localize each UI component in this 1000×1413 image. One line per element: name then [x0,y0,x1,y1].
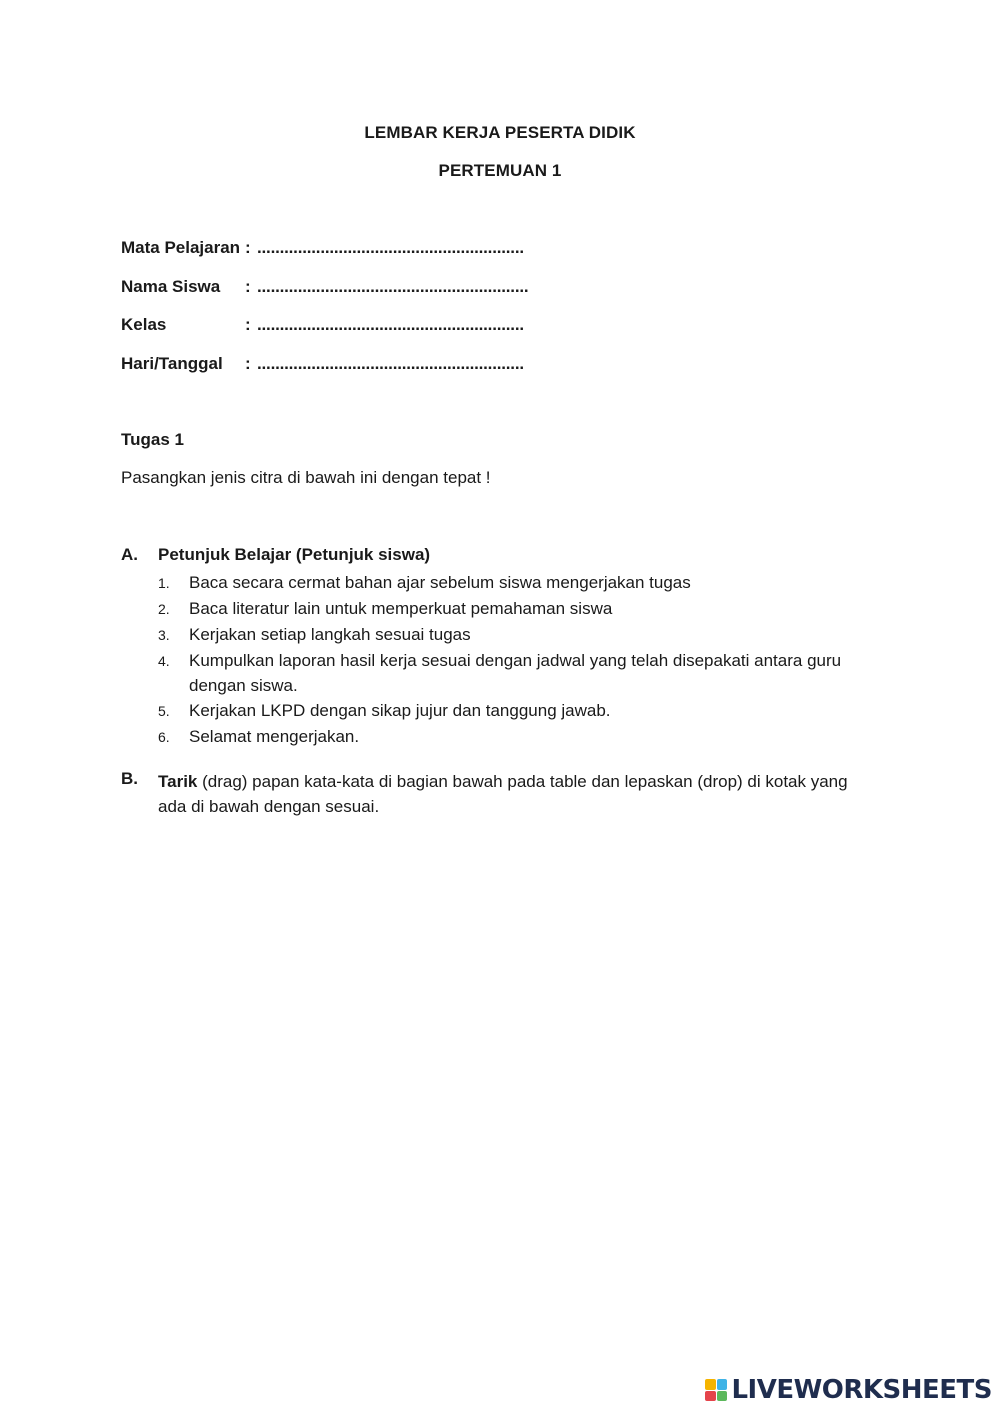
field-blank: ............................................................ [257,277,529,296]
field-mata-pelajaran [121,238,524,258]
list-item [158,596,878,622]
page-subtitle: PERTEMUAN 1 [438,161,562,180]
task-heading: Tugas 1 [121,430,184,449]
list-item [158,698,878,724]
list-item-number: 6. [158,729,170,745]
list-item-text: Baca literatur lain untuk memperkuat pemahaman siswa [189,599,613,618]
field-colon: : [245,277,251,296]
section-b-letter: B. [121,769,138,788]
field-colon: : [245,315,251,334]
field-blank: ........................................................... [257,354,524,373]
section-b-text [158,769,878,819]
list-item-number: 3. [158,627,170,643]
field-label: Mata Pelajaran [121,238,241,257]
list-item-text: Kerjakan LKPD dengan sikap jujur dan tanggung jawab. [189,701,611,720]
field-label: Nama Siswa [121,277,221,296]
page-title: LEMBAR KERJA PESERTA DIDIK [364,123,636,142]
list-item-number: 4. [158,653,170,669]
list-item [158,648,878,698]
field-label: Kelas [121,315,167,334]
field-blank: ........................................................... [257,315,524,334]
list-item-number: 1. [158,575,170,591]
field-hari-tanggal [121,354,524,374]
list-item [158,570,878,596]
section-a-heading: Petunjuk Belajar (Petunjuk siswa) [158,545,431,564]
field-kelas [121,315,524,335]
list-item [158,724,878,750]
field-colon: : [245,354,251,373]
section-b-bold-word: Tarik [158,772,198,791]
liveworksheets-brand: LIVEWORKSHEETS [731,1375,992,1405]
liveworksheets-logo[interactable] [705,1375,992,1405]
list-item-text: Kumpulkan laporan hasil kerja sesuai dengan jadwal yang telah disepakati antara guru dengan siswa. [189,651,842,695]
liveworksheets-logo-icon [705,1379,727,1401]
section-b-body: (drag) papan kata-kata di bagian bawah pada table dan lepaskan (drop) di kotak yang ada di bawah dengan sesuai. [158,772,848,816]
section-a-letter: A. [121,545,138,564]
list-item-text: Selamat mengerjakan. [189,727,360,746]
task-instruction: Pasangkan jenis citra di bawah ini dengan tepat ! [121,468,491,487]
list-item-text: Baca secara cermat bahan ajar sebelum siswa mengerjakan tugas [189,573,691,592]
field-label: Hari/Tanggal [121,354,223,373]
list-item-number: 2. [158,601,170,617]
instruction-list [158,570,878,750]
list-item [158,622,878,648]
field-colon: : [245,238,251,257]
field-nama-siswa [121,277,528,297]
field-blank: ........................................................... [257,238,524,257]
list-item-number: 5. [158,703,170,719]
list-item-text: Kerjakan setiap langkah sesuai tugas [189,625,471,644]
